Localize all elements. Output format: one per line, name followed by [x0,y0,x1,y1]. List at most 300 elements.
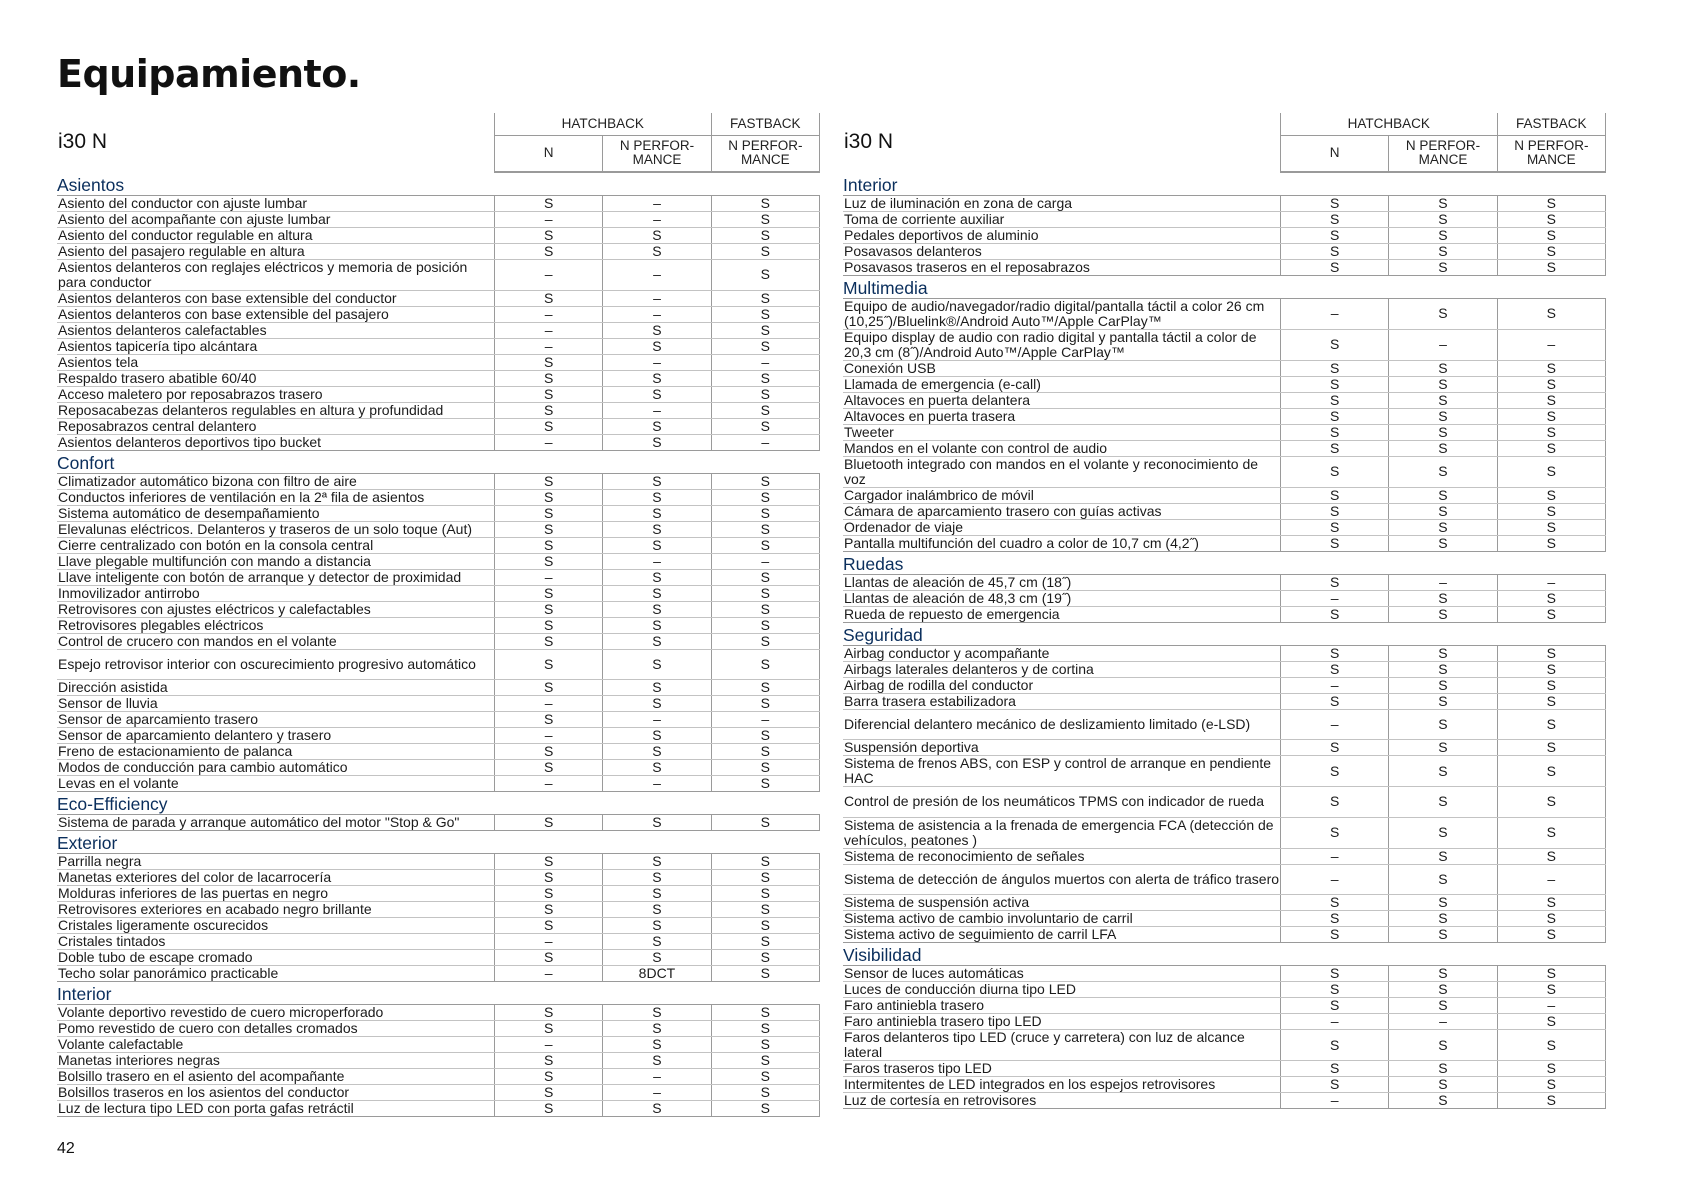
feature-label: Levas en el volante [57,776,494,792]
feature-label: Cristales tintados [57,934,494,950]
table-row [843,1030,1606,1061]
table-row [843,535,1606,551]
feature-label: Altavoces en puerta delantera [843,392,1280,408]
hatchback-n-value: S [1280,740,1388,756]
table-row [57,633,820,649]
table-row [843,817,1606,848]
table-row [57,553,820,569]
fastback-n-performance-value: S [1497,259,1605,275]
table-row [57,760,820,776]
section-title: Visibilidad [843,945,922,966]
section-title: Asientos [57,174,125,195]
hatchback-n-value: S [1280,645,1388,661]
hatchback-n-performance-value: S [1389,998,1497,1014]
table-row [57,712,820,728]
table-row [57,1021,820,1037]
hatchback-n-performance-value: – [603,712,711,728]
hatchback-n-performance-value: S [1389,360,1497,376]
hatchback-n-performance-value: S [603,760,711,776]
fastback-n-performance-value: S [1497,817,1605,848]
fastback-n-performance-value: S [711,886,819,902]
feature-label: Llave inteligente con botón de arranque y detector de proximidad [57,569,494,585]
feature-label: Faros delanteros tipo LED (cruce y carretera) con luz de alcance lateral [843,1030,1280,1061]
fastback-n-performance-value: S [711,505,819,521]
feature-label: Cargador inalámbrico de móvil [843,487,1280,503]
hatchback-header: HATCHBACK [1280,113,1497,136]
table-row [57,354,820,370]
page-number: 42 [57,1140,75,1157]
hatchback-n-value: S [1280,998,1388,1014]
hatchback-n-value: S [1280,487,1388,503]
fastback-n-performance-value: S [1497,693,1605,709]
hatchback-n-performance-value: S [1389,677,1497,693]
hatchback-n-performance-value: S [603,322,711,338]
section-header-row [57,450,820,473]
feature-label: Tweeter [843,424,1280,440]
feature-label: Mandos en el volante con control de audio [843,440,1280,456]
feature-label: Elevalunas eléctricos. Delanteros y traseros de un solo toque (Aut) [57,521,494,537]
hatchback-n-performance-value: S [1389,1061,1497,1077]
hatchback-n-value: S [1280,392,1388,408]
hatchback-n-performance-value: S [1389,661,1497,677]
section-title: Seguridad [843,624,923,645]
fastback-n-performance-value: S [711,195,819,211]
fastback-n-performance-value: S [711,1021,819,1037]
table-row [843,606,1606,622]
feature-label: Pedales deportivos de aluminio [843,227,1280,243]
fastback-n-performance-value: S [1497,787,1605,818]
fastback-n-performance-value: S [1497,606,1605,622]
fastback-n-performance-value: – [1497,864,1605,895]
table-row [843,195,1606,211]
table-row [57,1101,820,1117]
hatchback-n-performance-value: S [1389,848,1497,864]
fastback-n-performance-value: S [711,227,819,243]
feature-label: Faros traseros tipo LED [843,1061,1280,1077]
fastback-n-performance-value: S [711,601,819,617]
hatchback-n-value: S [1280,966,1388,982]
fastback-header: FASTBACK [1497,113,1605,136]
hatchback-n-value: – [1280,864,1388,895]
fastback-n-performance-value: S [1497,661,1605,677]
feature-label: Asientos delanteros calefactables [57,322,494,338]
feature-label: Llantas de aleación de 48,3 cm (19˝) [843,590,1280,606]
fastback-n-performance-value: S [711,418,819,434]
fastback-n-performance-value: S [711,521,819,537]
table-row [843,677,1606,693]
hatchback-n-value: S [494,473,602,489]
feature-label: Climatizador automático bizona con filtro de aire [57,473,494,489]
fastback-n-performance-value: S [711,776,819,792]
feature-label: Control de presión de los neumáticos TPMS con indicador de rueda [843,787,1280,818]
hatchback-n-value: S [494,290,602,306]
hatchback-n-value: S [494,902,602,918]
fastback-n-performance-value: S [711,402,819,418]
feature-label: Asientos delanteros con base extensible del pasajero [57,306,494,322]
table-row [57,680,820,696]
fastback-n-performance-value: S [1497,966,1605,982]
hatchback-n-performance-value: S [603,950,711,966]
hatchback-n-value: – [494,1037,602,1053]
fastback-n-performance-value: S [1497,440,1605,456]
feature-label: Sensor de lluvia [57,696,494,712]
section-header-row [57,172,820,196]
hatchback-n-value: S [494,601,602,617]
feature-label: Posavasos delanteros [843,243,1280,259]
table-row [843,927,1606,943]
table-row [57,934,820,950]
hatchback-n-value: S [1280,927,1388,943]
fastback-n-performance-value: S [711,902,819,918]
fastback-n-performance-value: S [1497,1093,1605,1109]
table-row [843,998,1606,1014]
feature-label: Freno de estacionamiento de palanca [57,744,494,760]
feature-label: Volante deportivo revestido de cuero microperforado [57,1005,494,1021]
fastback-n-performance-value: S [1497,895,1605,911]
feature-label: Sensor de aparcamiento trasero [57,712,494,728]
table-row [57,886,820,902]
model-name: i30 N [844,130,894,154]
hatchback-n-performance-value: S [1389,195,1497,211]
hatchback-n-value: S [1280,787,1388,818]
hatchback-n-value: S [1280,440,1388,456]
feature-label: Sistema de asistencia a la frenada de emergencia FCA (detección de vehículos, peatones ) [843,817,1280,848]
hatchback-n-performance-value: S [603,1101,711,1117]
table-row [57,195,820,211]
table-row [57,370,820,386]
hatchback-n-value: S [494,617,602,633]
fastback-n-performance-value: S [1497,211,1605,227]
hatchback-n-value: S [1280,211,1388,227]
page-title: Equipamiento. [57,52,361,96]
feature-label: Barra trasera estabilizadora [843,693,1280,709]
fastback-n-performance-value: S [1497,709,1605,740]
feature-label: Luz de lectura tipo LED con porta gafas retráctil [57,1101,494,1117]
fastback-n-performance-value: S [711,649,819,680]
table-row [57,211,820,227]
hatchback-n-performance-value: S [603,696,711,712]
feature-label: Luz de cortesía en retrovisores [843,1093,1280,1109]
fastback-n-performance-value: S [711,386,819,402]
fastback-n-performance-value: S [711,259,819,290]
hatchback-n-performance-value: – [603,259,711,290]
hatchback-n-performance-value: S [603,1021,711,1037]
hatchback-n-value: – [494,696,602,712]
hatchback-n-value: S [1280,817,1388,848]
table-row [57,950,820,966]
table-row [843,408,1606,424]
table-row [57,505,820,521]
feature-label: Inmovilizador antirrobo [57,585,494,601]
section-header-row [843,943,1606,966]
feature-label: Asientos tapicería tipo alcántara [57,338,494,354]
hatchback-n-value: – [1280,848,1388,864]
fastback-n-performance-value: S [711,870,819,886]
table-row [843,298,1606,329]
hatchback-n-value: S [494,815,602,831]
section-header-row [843,172,1606,196]
fastback-n-performance-value: S [711,306,819,322]
table-row [57,728,820,744]
table-row [843,503,1606,519]
fastback-n-performance-value: S [711,243,819,259]
fastback-n-performance-value: S [711,760,819,776]
hatchback-n-value: S [494,195,602,211]
feature-label: Suspensión deportiva [843,740,1280,756]
fastback-n-performance-value: S [711,966,819,982]
fastback-n-performance-value: S [711,489,819,505]
fastback-n-performance-value: S [711,322,819,338]
hatchback-n-value: S [1280,408,1388,424]
table-row [57,402,820,418]
hatchback-n-value: S [494,1069,602,1085]
fastback-n-performance-value: – [711,712,819,728]
feature-label: Cierre centralizado con botón en la consola central [57,537,494,553]
table-row [843,456,1606,487]
hatchback-n-performance-value: – [603,1085,711,1101]
hatchback-n-performance-value: S [603,569,711,585]
table-row [57,601,820,617]
hatchback-n-value: S [494,918,602,934]
hatchback-n-performance-value: S [1389,408,1497,424]
hatchback-n-performance-value: S [603,243,711,259]
section-title: Eco-Efficiency [57,794,168,815]
table-row [843,440,1606,456]
hatchback-n-performance-value: S [1389,376,1497,392]
hatchback-n-value: – [494,338,602,354]
table-row [843,360,1606,376]
fastback-n-performance-value: S [711,918,819,934]
hatchback-n-performance-value: S [1389,606,1497,622]
fastback-n-performance-value: S [711,338,819,354]
feature-label: Acceso maletero por reposabrazos trasero [57,386,494,402]
feature-label: Sistema de detección de ángulos muertos con alerta de tráfico trasero [843,864,1280,895]
fastback-n-performance-value: – [1497,329,1605,360]
table-row [57,696,820,712]
fastback-n-performance-value: S [711,728,819,744]
hatchback-n-value: S [1280,503,1388,519]
feature-label: Sistema de suspensión activa [843,895,1280,911]
hatchback-n-performance-value: S [1389,456,1497,487]
hatchback-n-value: S [494,521,602,537]
fastback-n-performance-value: S [1497,243,1605,259]
section-title: Interior [843,174,898,195]
feature-label: Conexión USB [843,360,1280,376]
hatchback-n-value: – [1280,1014,1388,1030]
table-row [57,569,820,585]
hatchback-n-performance-value: S [1389,693,1497,709]
feature-label: Sensor de luces automáticas [843,966,1280,982]
fastback-n-performance-value: S [1497,927,1605,943]
n-header: N [494,136,602,172]
table-row [843,376,1606,392]
feature-label: Ordenador de viaje [843,519,1280,535]
feature-label: Luces de conducción diurna tipo LED [843,982,1280,998]
fastback-n-performance-value: S [711,1037,819,1053]
fastback-n-performance-value: S [711,585,819,601]
hatchback-n-performance-value: S [603,505,711,521]
feature-label: Altavoces en puerta trasera [843,408,1280,424]
equipment-table-left [57,113,820,1117]
hatchback-n-performance-value: S [603,854,711,870]
section-header-row [843,275,1606,298]
fastback-n-performance-value: S [1497,1061,1605,1077]
section-title: Exterior [57,833,118,854]
feature-label: Sistema activo de seguimiento de carril LFA [843,927,1280,943]
feature-label: Posavasos traseros en el reposabrazos [843,259,1280,275]
hatchback-n-value: S [494,744,602,760]
table-row [843,1077,1606,1093]
hatchback-n-performance-value: S [603,1053,711,1069]
hatchback-n-value: – [1280,709,1388,740]
feature-label: Cristales ligeramente oscurecidos [57,918,494,934]
fastback-n-performance-value: S [711,569,819,585]
feature-label: Airbag conductor y acompañante [843,645,1280,661]
hatchback-n-performance-value: S [603,227,711,243]
fastback-n-performance-value: S [711,1085,819,1101]
table-row [843,1093,1606,1109]
fastback-n-performance-value: S [1497,590,1605,606]
hatchback-n-value: S [1280,606,1388,622]
hatchback-n-value: S [1280,1077,1388,1093]
fastback-n-performance-value: S [711,1101,819,1117]
fastback-header: FASTBACK [711,113,819,136]
feature-label: Asientos delanteros con base extensible del conductor [57,290,494,306]
hatchback-n-value: S [494,950,602,966]
table-row [843,487,1606,503]
hatchback-n-performance-value: S [1389,740,1497,756]
hatchback-n-value: S [1280,243,1388,259]
hatchback-n-performance-value: S [1389,1093,1497,1109]
hatchback-n-performance-value: S [603,870,711,886]
section-title: Confort [57,452,115,473]
hatchback-n-performance-value: S [1389,503,1497,519]
hatchback-n-performance-value: – [603,195,711,211]
table-row [843,243,1606,259]
hatchback-n-performance-value: S [1389,259,1497,275]
fastback-n-performance-value: S [1497,645,1605,661]
hatchback-n-performance-value: S [1389,1030,1497,1061]
hatchback-n-value: S [1280,424,1388,440]
hatchback-n-performance-value: S [1389,982,1497,998]
table-row [57,1085,820,1101]
table-row [57,434,820,450]
table-row [843,787,1606,818]
table-row [843,424,1606,440]
n-performance-header: N PERFOR- MANCE [603,136,711,172]
feature-label: Equipo display de audio con radio digital y pantalla táctil a color de 20,3 cm (8˝)/Android Auto™/Apple CarPlay™ [843,329,1280,360]
hatchback-n-performance-value: – [603,776,711,792]
feature-label: Bluetooth integrado con mandos en el volante y reconocimiento de voz [843,456,1280,487]
hatchback-n-performance-value: S [1389,535,1497,551]
fastback-n-performance-value: S [1497,848,1605,864]
feature-label: Reposabrazos central delantero [57,418,494,434]
table-row [57,776,820,792]
table-row [843,756,1606,787]
fastback-n-performance-value: – [711,354,819,370]
hatchback-n-value: S [494,760,602,776]
hatchback-n-value: – [494,306,602,322]
hatchback-n-value: – [494,322,602,338]
hatchback-n-performance-value: – [603,290,711,306]
table-row [57,418,820,434]
hatchback-n-performance-value: S [603,537,711,553]
feature-label: Volante calefactable [57,1037,494,1053]
hatchback-n-performance-value: – [603,553,711,569]
hatchback-n-performance-value: S [603,489,711,505]
hatchback-n-performance-value: S [603,680,711,696]
fastback-n-performance-value: S [1497,376,1605,392]
hatchback-n-value: S [494,1053,602,1069]
fastback-n-performance-value: S [1497,982,1605,998]
fastback-n-performance-value: S [711,854,819,870]
hatchback-n-performance-value: 8DCT [603,966,711,982]
hatchback-n-value: S [494,854,602,870]
fastback-n-performance-value: S [1497,1014,1605,1030]
feature-label: Sistema de parada y arranque automático del motor "Stop & Go" [57,815,494,831]
feature-label: Sistema de frenos ABS, con ESP y control de arranque en pendiente HAC [843,756,1280,787]
hatchback-n-performance-value: S [1389,817,1497,848]
hatchback-n-value: S [1280,456,1388,487]
fastback-n-performance-value: S [711,617,819,633]
hatchback-n-value: S [1280,911,1388,927]
feature-label: Conductos inferiores de ventilación en la 2ª fila de asientos [57,489,494,505]
feature-label: Sistema activo de cambio involuntario de carril [843,911,1280,927]
table-row [843,895,1606,911]
hatchback-n-performance-value: S [1389,709,1497,740]
fastback-n-performance-value: – [711,553,819,569]
fastback-n-performance-value: S [711,473,819,489]
hatchback-n-value: – [1280,1093,1388,1109]
fastback-n-performance-value: S [711,290,819,306]
hatchback-n-value: S [1280,1030,1388,1061]
fastback-n-performance-value: S [1497,740,1605,756]
feature-label: Luz de iluminación en zona de carga [843,195,1280,211]
hatchback-n-performance-value: S [603,918,711,934]
feature-label: Asientos tela [57,354,494,370]
hatchback-n-performance-value: S [603,728,711,744]
hatchback-n-performance-value: S [603,418,711,434]
feature-label: Retrovisores exteriores en acabado negro brillante [57,902,494,918]
hatchback-n-performance-value: S [603,473,711,489]
hatchback-n-performance-value: – [1389,574,1497,590]
hatchback-n-value: – [1280,590,1388,606]
hatchback-n-performance-value: S [1389,392,1497,408]
feature-label: Bolsillo trasero en el asiento del acompañante [57,1069,494,1085]
hatchback-n-value: S [1280,661,1388,677]
hatchback-n-value: S [1280,574,1388,590]
hatchback-n-value: S [494,649,602,680]
hatchback-n-value: – [494,569,602,585]
fastback-n-performance-value: S [711,815,819,831]
hatchback-n-performance-value: S [1389,487,1497,503]
hatchback-n-value: S [1280,259,1388,275]
table-row [843,848,1606,864]
fastback-n-performance-value: S [1497,195,1605,211]
hatchback-n-performance-value: S [1389,966,1497,982]
table-row [843,982,1606,998]
hatchback-n-performance-value: – [603,354,711,370]
feature-label: Espejo retrovisor interior con oscurecimiento progresivo automático [57,649,494,680]
feature-label: Pantalla multifunción del cuadro a color de 10,7 cm (4,2˝) [843,535,1280,551]
table-row [57,521,820,537]
hatchback-n-value: – [1280,677,1388,693]
section-header-row [57,831,820,854]
section-header-row [843,551,1606,574]
section-header-row [57,792,820,815]
feature-label: Equipo de audio/navegador/radio digital/pantalla táctil a color 26 cm (10,25˝)/Bluelink®/Android Auto™/Apple CarPlay™ [843,298,1280,329]
hatchback-n-performance-value: S [603,338,711,354]
